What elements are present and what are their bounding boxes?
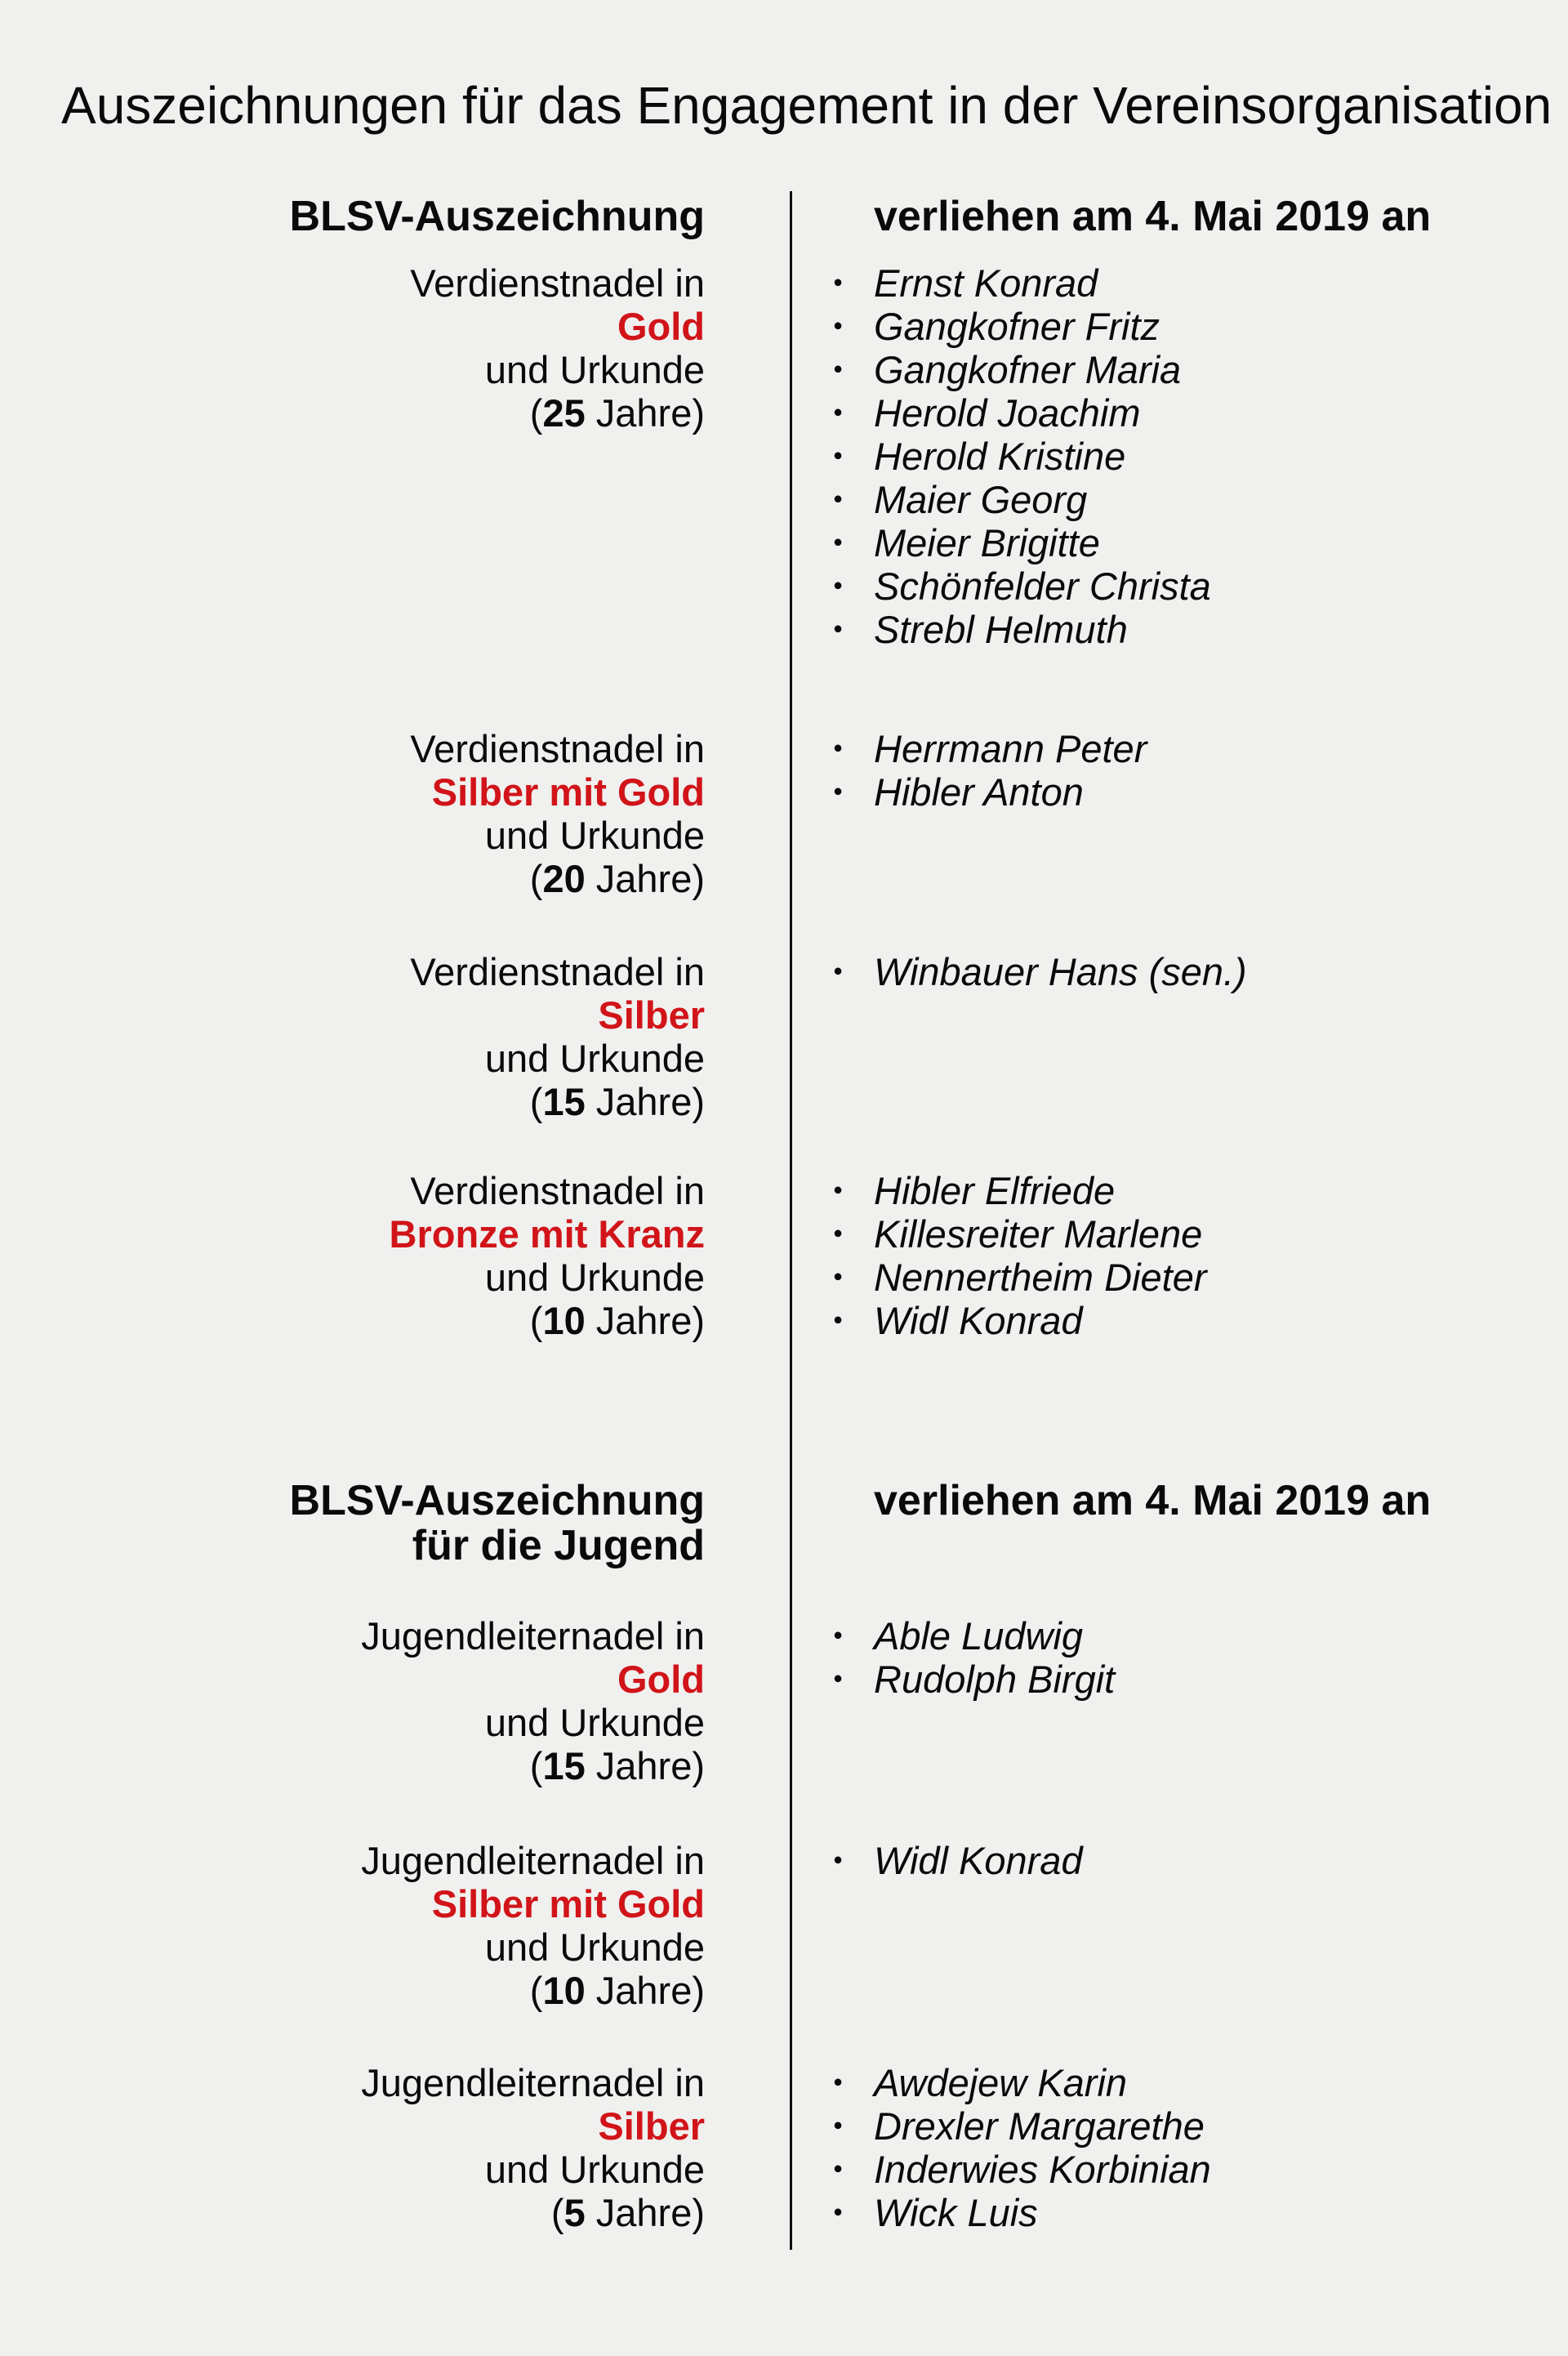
recipient: ● Able Ludwig [833,1614,1486,1658]
recipient-list [833,1839,1486,1882]
medal-line: Jugendleiternadel in [361,2061,705,2104]
years-rest: Jahre) [585,1744,705,1787]
years-number: 10 [542,1299,586,1342]
recipient-list-cell [833,1839,1486,1882]
years-number: 25 [542,391,586,435]
years-rest: Jahre) [585,1299,705,1342]
years-open: ( [529,1744,543,1787]
award-name: Silber mit Gold [431,770,705,814]
section2-awarded-on: verliehen am 4. Mai 2019 an [874,1477,1432,1524]
section2-header-row [0,1479,1568,1568]
years-line [0,1744,705,1787]
recipient-list-cell [833,261,1486,651]
recipient-list-cell [833,1169,1486,1342]
years-open: ( [529,1299,543,1342]
award-name: Silber [598,2104,705,2148]
recipient-list [833,261,1486,651]
recipient-list [833,1169,1486,1342]
certificate-line: und Urkunde [484,1701,705,1744]
section2-heading-cell [0,1479,705,1568]
section1-heading-cell [0,194,705,239]
medal-line: Verdienstnadel in [410,727,705,770]
recipient-list-cell [833,950,1486,993]
recipient-list [833,950,1486,993]
recipient: ● Inderwies Korbinian [833,2148,1486,2191]
certificate-line: und Urkunde [484,1925,705,1969]
recipient: ● Strebl Helmuth [833,608,1486,651]
years-rest: Jahre) [585,1080,705,1123]
award-name: Silber mit Gold [431,1882,705,1925]
years-line [0,391,705,435]
section1-awarded-on: verliehen am 4. Mai 2019 an [874,193,1432,240]
years-open: ( [529,1969,543,2012]
certificate-line: und Urkunde [484,814,705,857]
recipient: ● Gangkofner Fritz [833,305,1486,348]
medal-line: Jugendleiternadel in [361,1839,705,1882]
award-group-gold-25 [0,261,1568,651]
years-rest: Jahre) [585,857,705,900]
recipient-list-cell [833,2061,1486,2234]
years-open: ( [550,2191,564,2234]
years-number: 15 [542,1744,586,1787]
years-open: ( [529,857,543,900]
recipient: ● Hibler Anton [833,770,1486,814]
award-label [0,261,705,435]
award-group-silber-mit-gold-20 [0,727,1568,900]
years-open: ( [529,391,543,435]
recipient: ● Gangkofner Maria [833,348,1486,391]
section1-heading: BLSV-Auszeichnung [289,193,705,240]
years-line [0,1969,705,2012]
medal-line: Verdienstnadel in [410,1169,705,1212]
years-line [0,1080,705,1123]
recipient-list-cell [833,727,1486,814]
section2-heading-line1: BLSV-Auszeichnung [289,1477,705,1524]
recipient: ● Winbauer Hans (sen.) [833,950,1486,993]
years-number: 20 [542,857,586,900]
recipient: ● Wick Luis [833,2191,1486,2234]
years-rest: Jahre) [585,1969,705,2012]
years-rest: Jahre) [585,2191,705,2234]
award-group-jugend-silber-mit-gold-10 [0,1839,1568,2012]
award-label [0,1839,705,2012]
award-group-silber-15 [0,950,1568,1123]
recipient-list-cell [833,1614,1486,1701]
award-name: Gold [617,1658,705,1701]
recipient: ● Hibler Elfriede [833,1169,1486,1212]
page-title: Auszeichnungen für das Engagement in der Vereinsorganisation [61,76,1552,135]
recipient-list [833,1614,1486,1701]
recipient: ● Killesreiter Marlene [833,1212,1486,1256]
years-line [0,857,705,900]
recipient: ● Awdejew Karin [833,2061,1486,2104]
medal-line: Verdienstnadel in [410,950,705,993]
section2-awarded-cell [833,1479,1486,1524]
award-name: Bronze mit Kranz [389,1212,705,1256]
recipient: ● Ernst Konrad [833,261,1486,305]
recipient: ● Meier Brigitte [833,521,1486,564]
award-name: Gold [617,305,705,348]
medal-line: Verdienstnadel in [410,261,705,305]
recipient-list [833,2061,1486,2234]
years-number: 15 [542,1080,586,1123]
recipient: ● Maier Georg [833,478,1486,521]
section2-heading-line2: für die Jugend [412,1522,705,1569]
award-label [0,950,705,1123]
recipient: ● Drexler Margarethe [833,2104,1486,2148]
recipient: ● Schönfelder Christa [833,564,1486,608]
certificate-line: und Urkunde [484,2148,705,2191]
recipient: ● Widl Konrad [833,1839,1486,1882]
years-open: ( [529,1080,543,1123]
award-label [0,1169,705,1342]
recipient: ● Herold Kristine [833,435,1486,478]
recipient: ● Widl Konrad [833,1299,1486,1342]
section1-header-row [0,194,1568,239]
years-line [0,1299,705,1342]
medal-line: Jugendleiternadel in [361,1614,705,1658]
recipient: ● Nennertheim Dieter [833,1256,1486,1299]
award-label [0,2061,705,2234]
recipient: ● Herrmann Peter [833,727,1486,770]
years-rest: Jahre) [585,391,705,435]
section1-awarded-cell [833,194,1486,239]
column-divider-line [790,191,792,2250]
award-label [0,727,705,900]
recipient-list [833,727,1486,814]
award-label [0,1614,705,1787]
award-group-jugend-silber-5 [0,2061,1568,2234]
recipient: ● Herold Joachim [833,391,1486,435]
years-line [0,2191,705,2234]
certificate-line: und Urkunde [484,348,705,391]
recipient: ● Rudolph Birgit [833,1658,1486,1701]
years-number: 5 [564,2191,586,2234]
award-group-bronze-mit-kranz-10 [0,1169,1568,1342]
award-name: Silber [598,993,705,1037]
award-group-jugend-gold-15 [0,1614,1568,1787]
certificate-line: und Urkunde [484,1256,705,1299]
years-number: 10 [542,1969,586,2012]
certificate-line: und Urkunde [484,1037,705,1080]
